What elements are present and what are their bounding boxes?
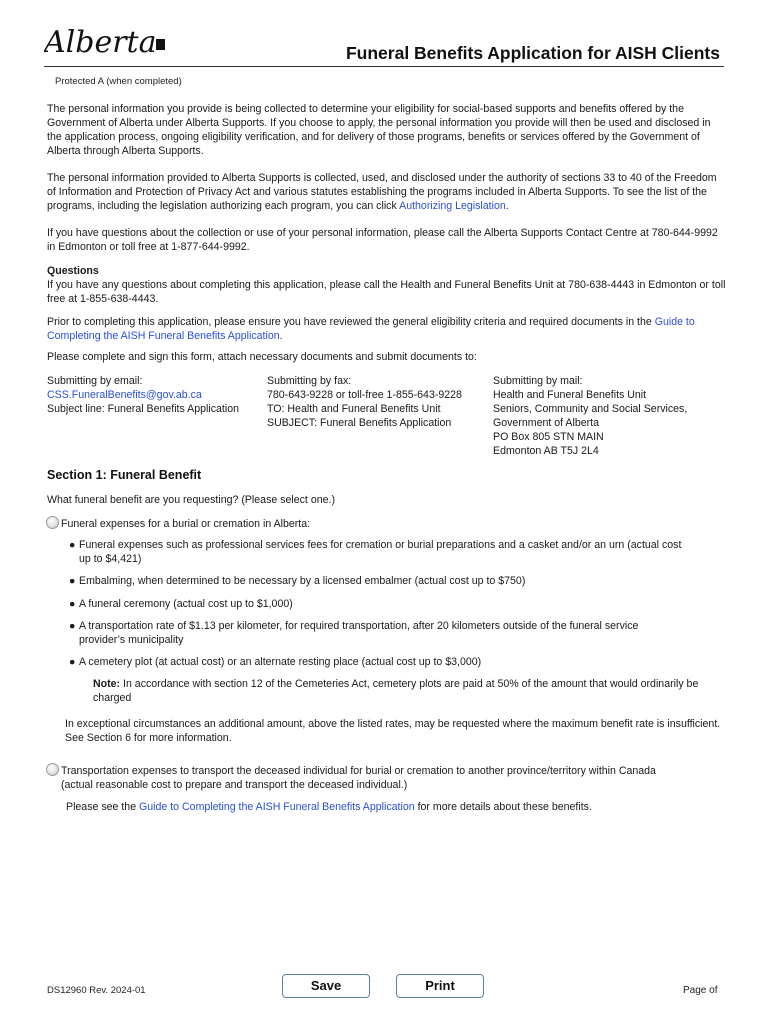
exceptional-circumstances: In exceptional circumstances an additional amount, above the listed rates, may be requested where the maximum benefit rate is insufficient. See Section 6 for more information. bbox=[65, 718, 721, 744]
mail-line-3: Government of Alberta bbox=[493, 417, 599, 429]
questions-heading: Questions bbox=[47, 265, 99, 277]
questions-block bbox=[47, 264, 727, 306]
questions-text: If you have any questions about completing this application, please call the Health and Funeral Benefits Unit at 780-638-4443 in Edmonton or toll free at 1-855-638-4443. bbox=[47, 279, 726, 305]
alberta-logo-text: Alberta bbox=[44, 25, 157, 60]
mail-line-4: PO Box 805 STN MAIN bbox=[493, 431, 604, 443]
note-text: In accordance with section 12 of the Cemeteries Act, cemetery plots are paid at 50% of the amount that would ordinarily be charged bbox=[93, 678, 699, 704]
save-button[interactable]: Save bbox=[282, 974, 370, 998]
option-transportation-label-cont: (actual reasonable cost to prepare and transport the deceased individual.) bbox=[61, 779, 408, 791]
header-divider bbox=[44, 66, 724, 67]
cemetery-note bbox=[93, 677, 723, 705]
submit-instructions: Please complete and sign this form, attach necessary documents and submit documents to: bbox=[47, 351, 477, 363]
alberta-logo bbox=[44, 22, 169, 62]
bullet-text: Embalming, when determined to be necessary by a licensed embalmer (actual cost up to $750) bbox=[79, 575, 526, 587]
email-address-link[interactable]: CSS.FuneralBenefits@gov.ab.ca bbox=[47, 389, 202, 401]
privacy-paragraph-1: The personal information you provide is being collected to determine your eligibility for social-based supports and benefits offered by the Government of Alberta under Alberta Supports. If you choose to apply, the personal information you provide will then be used and disclosed in the application process, ongoing eligibility verification, and for delivery of those programs, benefits or services offered by the Government of Alberta through Alberta Supports. bbox=[47, 103, 711, 157]
page-title: Funeral Benefits Application for AISH Clients bbox=[345, 43, 720, 63]
form-code: DS12960 Rev. 2024-01 bbox=[47, 985, 146, 996]
option-transportation-label: Transportation expenses to transport the deceased individual for burial or cremation to another province/territory within Canada bbox=[61, 765, 656, 777]
section-1-heading: Section 1: Funeral Benefit bbox=[47, 468, 202, 482]
fax-label: Submitting by fax: bbox=[267, 375, 352, 387]
benefit-question: What funeral benefit are you requesting? (Please select one.) bbox=[47, 494, 335, 506]
bullet-text-cont: up to $4,421) bbox=[79, 553, 142, 565]
bullet-icon: ● bbox=[69, 539, 76, 551]
benefit-bullet-2 bbox=[69, 574, 724, 588]
benefit-bullet-1 bbox=[69, 538, 724, 566]
period: . bbox=[505, 200, 509, 212]
fax-to: TO: Health and Funeral Benefits Unit bbox=[267, 403, 441, 415]
period: . bbox=[279, 330, 283, 342]
privacy-paragraph-3: If you have questions about the collection or use of your personal information, please call the Alberta Supports Contact Centre at 780-644-9992 in Edmonton or toll free at 1-877-644-9992. bbox=[47, 227, 718, 253]
option-transportation[interactable] bbox=[46, 763, 726, 792]
bullet-icon: ● bbox=[69, 598, 76, 610]
radio-funeral-expenses[interactable] bbox=[46, 516, 59, 529]
privacy-paragraph-2-text: The personal information provided to Alberta Supports is collected, used, and disclosed under the authority of sections 33 to 40 of the Freedom of Information and Protection of Privacy Act and various statutes establishing the programs included in Alberta Supports. To see the list of the programs, including the legislation authorizing each program, you can click bbox=[47, 172, 717, 212]
prior-paragraph bbox=[47, 315, 727, 343]
mail-label: Submitting by mail: bbox=[493, 375, 583, 387]
guide-link-bottom[interactable]: Guide to Completing the AISH Funeral Benefits Application bbox=[139, 801, 415, 813]
see-text: Please see the bbox=[66, 801, 140, 813]
see-end: for more details about these benefits. bbox=[414, 801, 592, 813]
privacy-paragraph-2 bbox=[47, 171, 727, 213]
option-funeral-expenses-label: Funeral expenses for a burial or cremation in Alberta: bbox=[61, 518, 311, 530]
radio-transportation[interactable] bbox=[46, 763, 59, 776]
fax-numbers: 780-643-9228 or toll-free 1-855-643-9228 bbox=[267, 389, 462, 401]
see-guide-paragraph bbox=[66, 800, 746, 814]
guide-link-top[interactable]: Guide to Completing the AISH Funeral Benefits Application bbox=[47, 316, 695, 342]
note-label: Note: bbox=[93, 678, 121, 690]
benefit-bullet-3 bbox=[69, 597, 724, 611]
option-funeral-expenses[interactable] bbox=[46, 516, 726, 531]
bullet-text-cont: provider’s municipality bbox=[79, 634, 184, 646]
bullet-icon: ● bbox=[69, 620, 76, 632]
mail-line-2: Seniors, Community and Social Services, bbox=[493, 403, 688, 415]
benefit-bullet-4 bbox=[69, 619, 724, 647]
bullet-text: Funeral expenses such as professional services fees for cremation or burial preparations and a casket and/or an urn (actual cost bbox=[79, 539, 682, 551]
submit-email-column bbox=[47, 374, 239, 416]
fax-subject: SUBJECT: Funeral Benefits Application bbox=[267, 417, 452, 429]
print-button[interactable]: Print bbox=[396, 974, 484, 998]
email-label: Submitting by email: bbox=[47, 375, 143, 387]
mail-line-1: Health and Funeral Benefits Unit bbox=[493, 389, 647, 401]
submit-fax-column bbox=[267, 374, 462, 430]
bullet-icon: ● bbox=[69, 575, 76, 587]
page-number: Page of bbox=[683, 985, 718, 996]
bullet-text: A transportation rate of $1.13 per kilometer, for required transportation, after 20 kilometers outside of the funeral service bbox=[79, 620, 639, 632]
submit-mail-column bbox=[493, 374, 687, 458]
mail-line-5: Edmonton AB T5J 2L4 bbox=[493, 445, 599, 457]
bullet-text: A funeral ceremony (actual cost up to $1,000) bbox=[79, 598, 293, 610]
bullet-text: A cemetery plot (at actual cost) or an alternate resting place (actual cost up to $3,000) bbox=[79, 656, 482, 668]
bullet-icon: ● bbox=[69, 656, 76, 668]
email-subject: Subject line: Funeral Benefits Application bbox=[47, 403, 239, 415]
authorizing-legislation-link[interactable]: Authorizing Legislation bbox=[399, 200, 506, 212]
prior-text: Prior to completing this application, please ensure you have reviewed the general eligibility criteria and required documents in the bbox=[47, 316, 655, 328]
protected-label: Protected A (when completed) bbox=[55, 76, 182, 87]
benefit-bullet-5 bbox=[69, 655, 724, 669]
